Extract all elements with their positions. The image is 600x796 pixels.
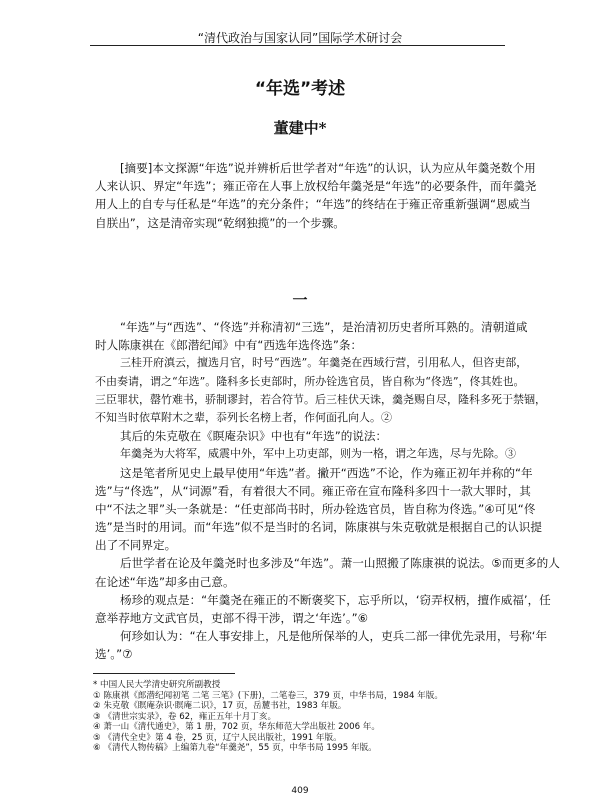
body-line: 何珍如认为：“在人事安排上，凡是他所保举的人，吏兵二部一律优先录用，号称‘年: [120, 629, 548, 644]
footnotes: [93, 680, 513, 754]
abstract-line: 用人上的自专与任私是“年选”的充分条件；“年选”的终结在于雍正帝重新强调“恩威当: [95, 197, 531, 212]
body-line: “年选”与“西选”、“佟选”并称清初“三选”，是治清初历史者所耳熟的。清朝道咸: [120, 320, 528, 334]
author-name: 董建中*: [273, 119, 327, 137]
footnote-line: ② 朱克敬《瞑庵杂识·瞑庵二识》，17 页，岳麓书社，1983 年版。: [93, 701, 347, 711]
footnote-line: ⑥ 《清代人物传稿》上编第九卷“年羹尧”，55 页，中华书局 1995 年版。: [93, 743, 377, 753]
body-line: 不知当时依草附木之辈，忝列长名榜上者，作何面孔向人。②: [95, 410, 392, 424]
body-line: 选”与“佟选”，从“词源”看，有着很大不同。雍正帝在宣布隆科多四十一款大罪时，其: [95, 483, 531, 498]
body-line: 其后的朱克敬在《瞑庵杂识》中也有“年选”的说法：: [120, 429, 388, 444]
body-line: 时人陈康祺在《郎潜纪闻》中有“西选年选佟选”条：: [95, 338, 363, 353]
abstract: [95, 159, 537, 232]
body-line: 后世学者在论及年羹尧时也多涉及“年选”。萧一山照搬了陈康祺的说法。⑤而更多的人: [120, 556, 560, 571]
body-line: 出了不同界定。: [95, 538, 177, 553]
footnote-line: ① 陈康祺《郎潜纪闻初笔 二笔 三笔》(下册)，二笔卷三，379 页，中华书局，1984 年版。: [93, 690, 443, 701]
body-line: 不由奏请，谓之“年选”。隆科多长吏部时，所办铨选官员，皆自称为“佟选”，佟其姓也。: [95, 374, 525, 388]
footnote-line: ⑤ 《清代全史》第 4 卷，25 页，辽宁人民出版社，1991 年版。: [93, 732, 342, 743]
body-line: 三桂开府滇云，擅选月官，时号“西选”。年羹尧在西域行营，引用私人，但咨吏部，: [120, 356, 528, 370]
body-line: 意举荐地方文武官员，吏部不得干涉，谓之‘年选’。”⑥: [95, 611, 369, 625]
body-line: 选”是当时的用词。而“年选”似不是当时的名词，陈康祺与朱克敬就是根据自己的认识提: [95, 520, 542, 535]
article-title: “年选”考述: [254, 79, 346, 99]
body-line: 在论述“年选”却多由己意。: [95, 574, 235, 589]
abstract-line: [摘要]本文探源“年选”说并辨析后世学者对“年选”的认识，认为应从年羹尧数个用: [120, 161, 536, 175]
footnote-line: ③ 《清世宗实录》，卷 62，雍正五年十月丁亥。: [93, 711, 277, 722]
abstract-line: 自朕出”，这是清帝实现“乾纲独揽”的一个步骤。: [95, 215, 345, 230]
body-line: 这是笔者所见史上最早使用“年选”者。撇开“西选”不论，作为雍正初年并称的“年: [120, 465, 533, 480]
body-line: 三臣罪状，罄竹难书，骄制谬封，若合符节。后三桂伏天诛，羹尧赐自尽，隆科多死于禁锢，: [95, 392, 546, 406]
footnote-line: ④ 萧一山《清代通史》，第 1 册，702 页，华东师范大学出版社 2006 年。: [93, 722, 380, 732]
body-line: 杨珍的观点是：“年羹尧在雍正的不断褒奖下，忘乎所以，‘窃弄权柄，擅作威福’，任: [120, 592, 551, 607]
body-line: 年羹尧为大将军，威震中外，军中上功吏部，则为一格，谓之年选，尽与先除。③: [120, 447, 516, 461]
body-line: 选’。”⑦: [95, 647, 133, 662]
abstract-line: 人来认识、界定“年选”；雍正帝在人事上放权给年羹尧是“年选”的必要条件，而年羹尧: [95, 179, 537, 194]
body-text: [95, 318, 560, 664]
header-rule: [90, 45, 505, 46]
footnote-rule: [93, 673, 235, 674]
footnote-line: * 中国人民大学清史研究所副教授: [93, 680, 221, 690]
body-line: 中“不法之罪”头一条就是：“任吏部尚书时，所办铨选官员，皆自称为佟选。”④可见“佟: [95, 501, 536, 516]
section-number: 一: [292, 291, 308, 309]
running-header: “清代政治与国家认同”国际学术研讨会: [197, 31, 403, 45]
page-number: 409: [291, 786, 309, 796]
